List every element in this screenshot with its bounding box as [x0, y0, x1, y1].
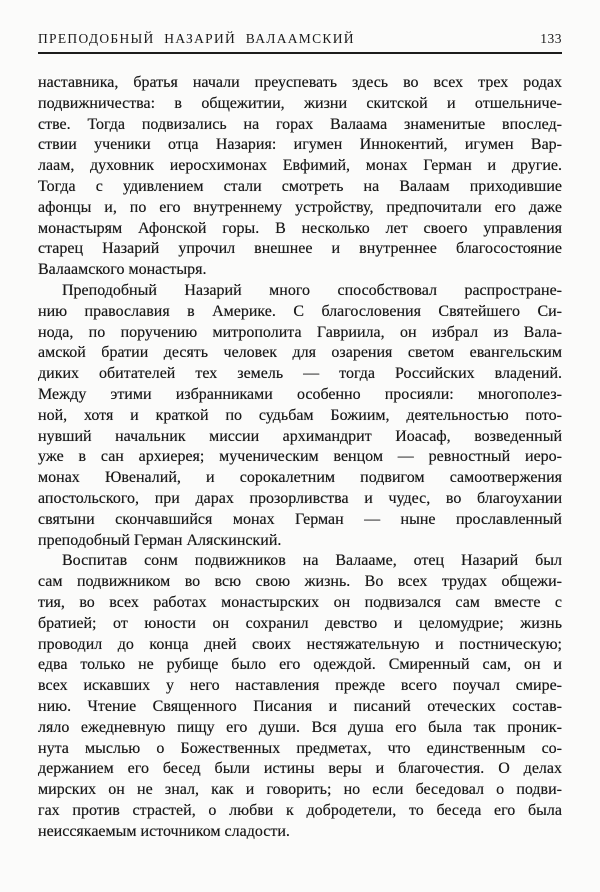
text-line: апостольского, при дарах прозорливства и чудес, во благоухании — [38, 489, 562, 507]
text-line: сам подвижником во всю свою жизнь. Во всех трудах общежи- — [38, 573, 562, 591]
text-line: неиссякаемым источником сладости. — [38, 822, 290, 840]
text-line: святыни скончавшийся монах Герман — ныне прославленный — [38, 510, 562, 528]
header-title: ПРЕПОДОБНЫЙ НАЗАРИЙ ВАЛААМСКИЙ — [38, 31, 355, 46]
text-line: диких обитателей тех земель — тогда Российских владений. — [38, 365, 562, 383]
text-line: нувший начальник миссии архимандрит Иоасаф, возведенный — [38, 427, 562, 445]
text-line: преподобный Герман Аляскинский. — [38, 531, 282, 549]
text-line: нию. Чтение Священного Писания и писаний отеческих состав- — [38, 697, 562, 715]
text-line: ной, хотя и краткой по судьбам Божиим, деятельностью пото- — [38, 406, 562, 424]
text-line: ствии ученики отца Назария: игумен Иннокентий, игумен Вар- — [38, 136, 562, 154]
text-line: наставника, братья начали преуспевать здесь во всех трех родах — [38, 74, 562, 91]
text-line: афонцы и, по его внутреннему устройству, предпочитали его даже — [38, 198, 562, 216]
text-line: уже в сан архиерея; мученическим венцом — ревностный иеро- — [38, 448, 562, 466]
text-line: братией; от юности он сохранил девство и целомудрие; жизнь — [38, 614, 562, 632]
text-line: монастырям Афонской горы. В несколько лет своего управления — [38, 219, 562, 237]
text-line: всех искавших у него наставления прежде всего поучал смире- — [38, 677, 562, 695]
text-line: Между этими избранниками особенно просияли: многополез- — [38, 385, 562, 403]
text-line: едва только не рубище было его одеждой. Смиренный сам, он и — [38, 656, 562, 674]
text-line: Воспитав сонм подвижников на Валааме, отец Назарий был — [62, 552, 562, 570]
text-line: тия, во всех работах монастырских он подвизался сам вместе с — [38, 593, 562, 611]
text-line: старец Назарий упрочил внешнее и внутреннее благосостояние — [38, 240, 562, 258]
body-text — [38, 73, 562, 842]
text-line: мирских он не знал, как и говорить; но если беседовал о подви- — [38, 781, 562, 799]
text-line: Преподобный Назарий много способствовал распростране- — [62, 281, 562, 299]
text-line: амской братии десять человек для озарения светом евангельским — [38, 344, 562, 362]
text-line: Валаамского монастыря. — [38, 261, 207, 279]
text-line: лаам, духовник иеросхимонах Евфимий, монах Герман и другие. — [38, 157, 562, 175]
text-line: нию православия в Америке. С благословения Святейшего Си- — [38, 302, 562, 320]
text-line: монах Ювеналий, и сорокалетним подвигом самоотвержения — [38, 469, 562, 487]
text-line: держанием его бесед были истины веры и благочестия. О делах — [38, 760, 562, 778]
page-number: 133 — [540, 31, 562, 46]
text-line: гах против страстей, о любви к добродетели, то беседа его была — [38, 801, 562, 819]
text-line: нута мыслью о Божественных предметах, что единственным со- — [38, 739, 562, 757]
text-line: стве. Тогда подвизались на горах Валаама знаменитые впослед- — [38, 115, 562, 133]
text-line: ляло ежедневную пищу его души. Вся душа его была так проник- — [38, 718, 562, 736]
text-line: нода, по поручению митрополита Гавриила, он избрал из Вала- — [38, 323, 562, 341]
text-line: подвижничества: в общежитии, жизни скитской и отшельниче- — [38, 94, 562, 112]
text-line: проводил до конца дней своих нестяжательную и постническую; — [38, 635, 562, 653]
text-line: Тогда с удивлением стали смотреть на Валаам приходившие — [38, 177, 562, 195]
running-header — [38, 31, 562, 54]
